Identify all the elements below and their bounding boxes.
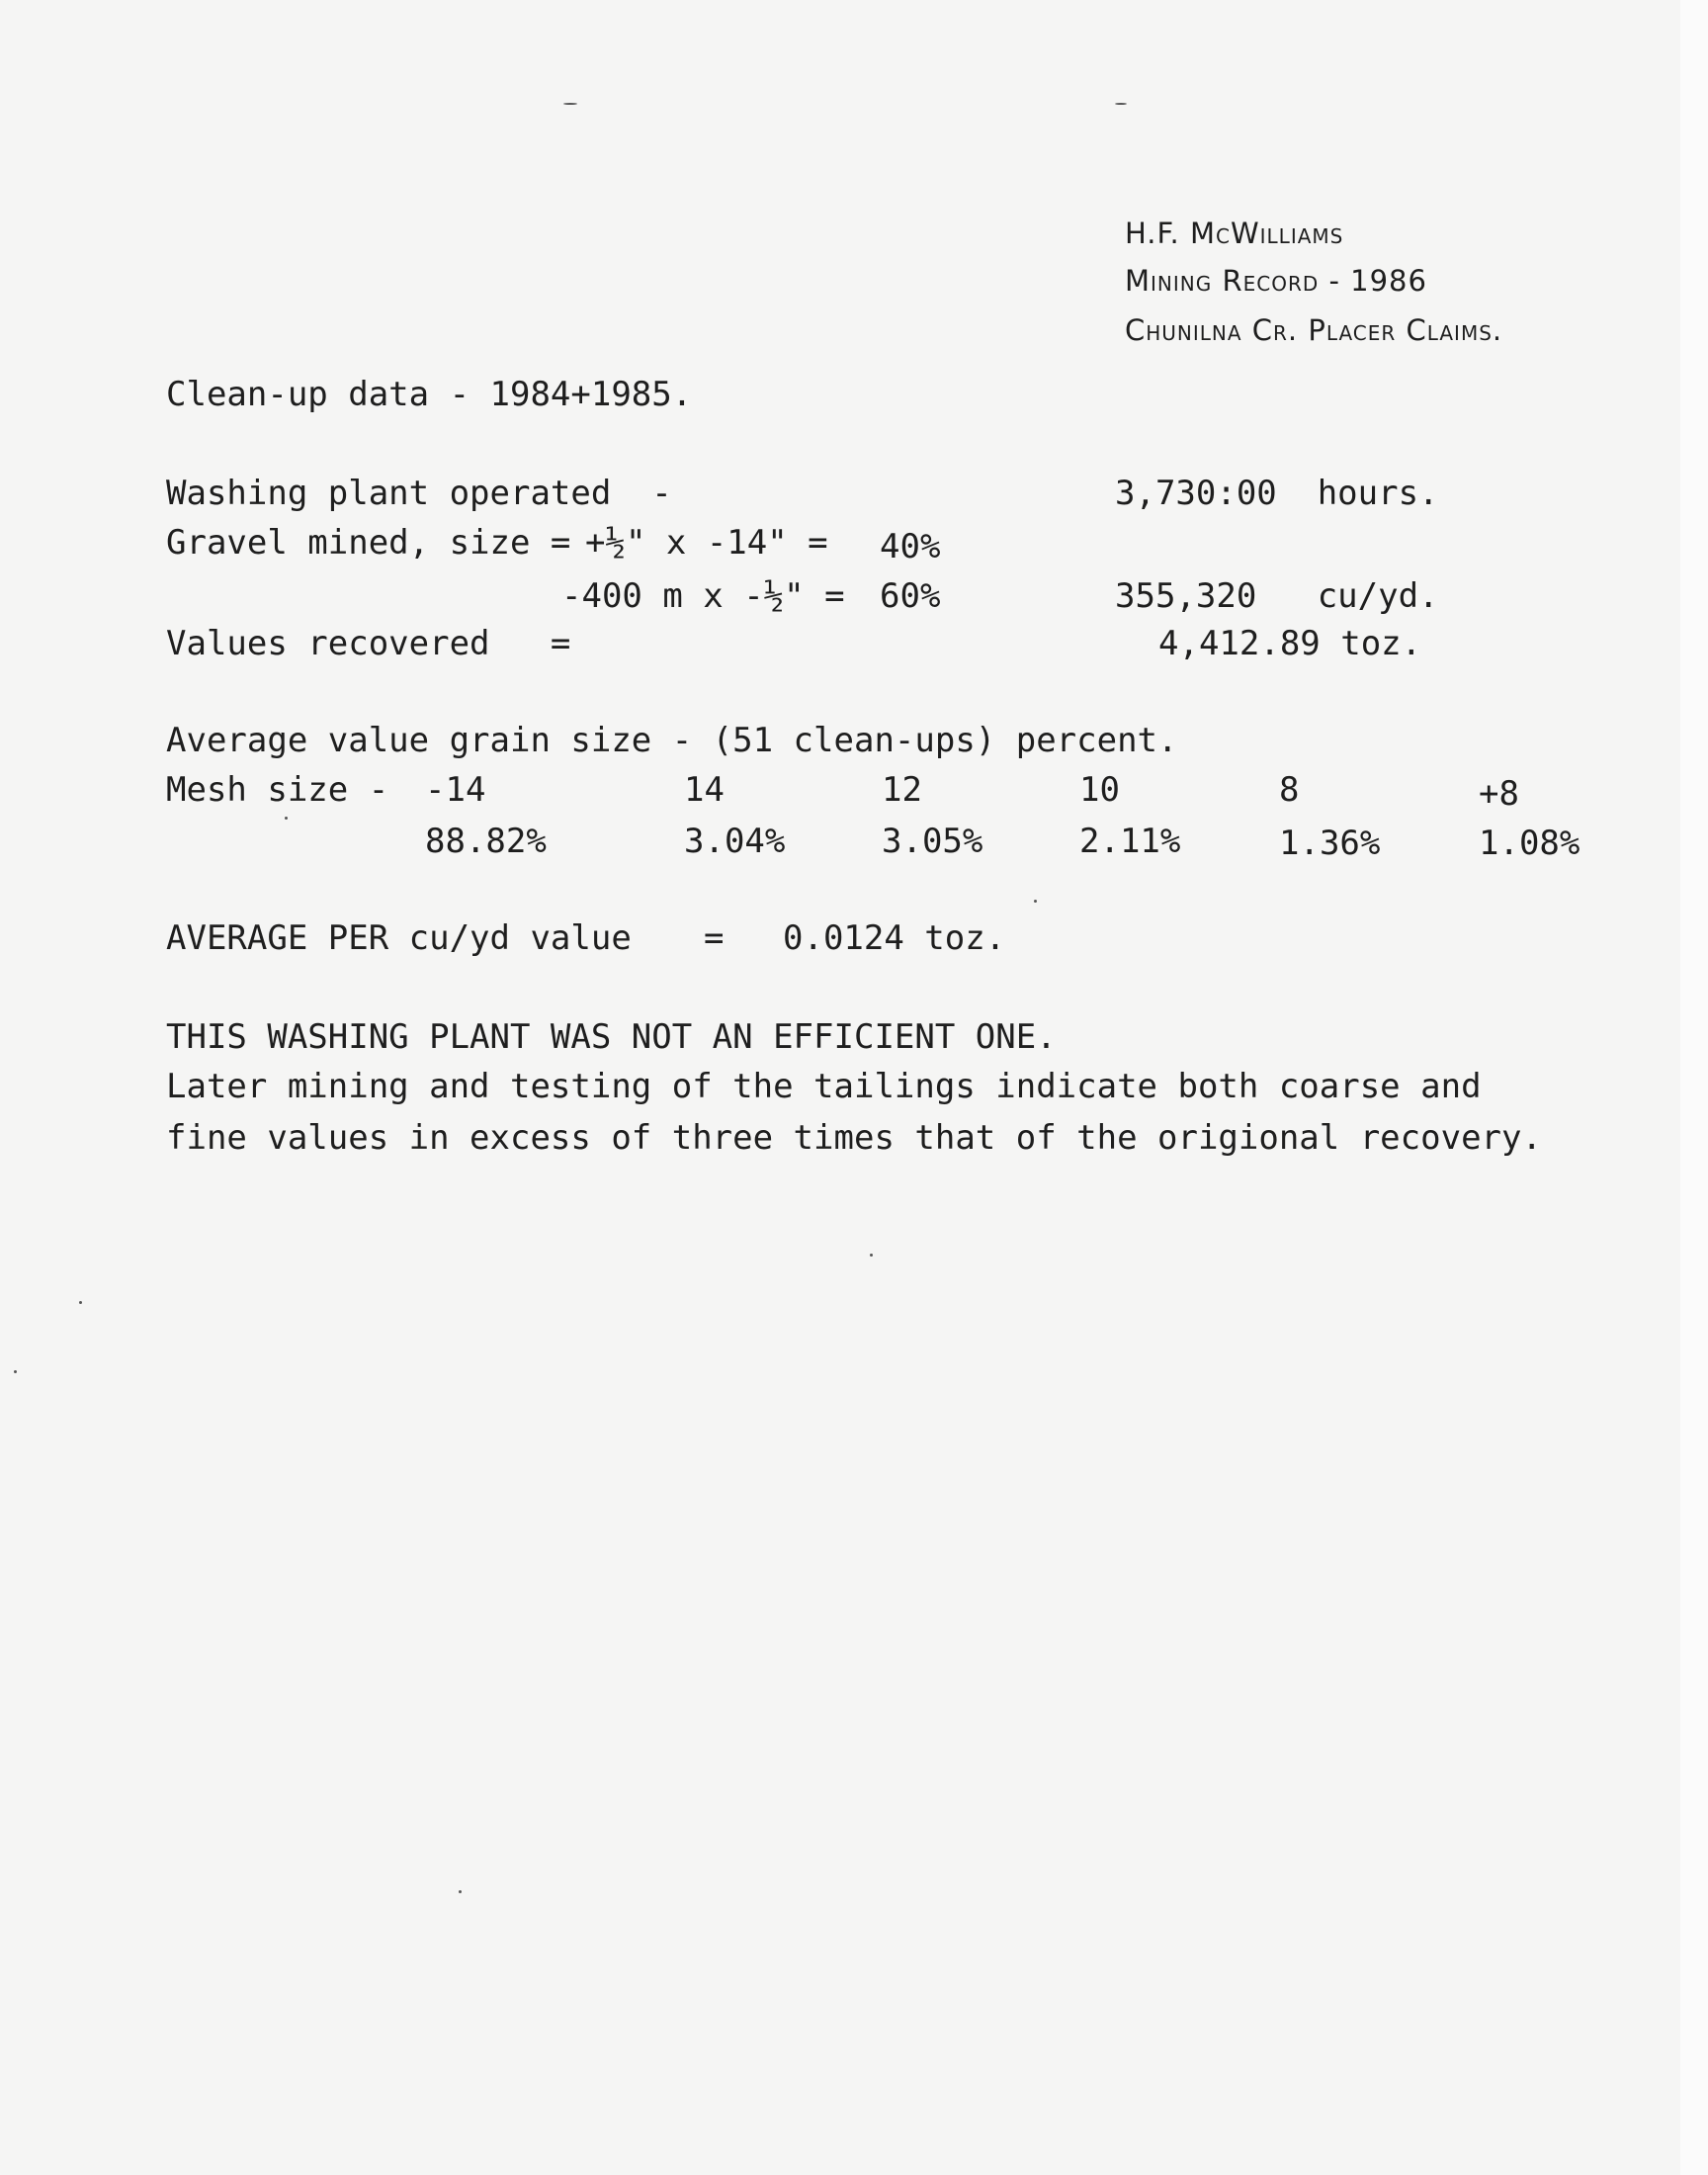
mesh-percent-value: 1.36% (1279, 824, 1381, 863)
mesh-percent-value: 88.82% (425, 822, 547, 861)
mesh-size-value: 10 (1079, 770, 1120, 810)
mesh-percent-value: 3.05% (882, 822, 983, 861)
mesh-size-value: 8 (1279, 770, 1300, 810)
scan-speck (1034, 900, 1037, 903)
header-author: H.F. McWilliams (1125, 217, 1344, 250)
conclusion-line: fine values in excess of three times that of the origional recovery. (166, 1118, 1542, 1158)
header-claims: Chunilna Cr. Placer Claims. (1125, 313, 1503, 347)
washing-plant-hours: 3,730:00 hours. (1115, 474, 1439, 513)
mesh-percent-value: 1.08% (1479, 824, 1580, 863)
washing-plant-label: Washing plant operated - (166, 474, 672, 513)
header-record: Mining Record - 1986 (1125, 264, 1427, 298)
gravel-label: Gravel mined, size = (166, 523, 571, 563)
scan-speck (459, 1890, 462, 1893)
scan-speck (870, 1254, 873, 1257)
gravel-pct-coarse: 40% (880, 527, 941, 566)
scan-speck (563, 103, 577, 105)
average-label: AVERAGE PER cu/yd value (166, 918, 632, 958)
average-value: 0.0124 toz. (783, 918, 1006, 958)
scan-speck (285, 817, 288, 820)
mesh-size-label: Mesh size - (166, 770, 389, 810)
values-recovered-label: Values recovered = (166, 624, 571, 663)
average-equals: = (704, 918, 725, 958)
mesh-size-value: 12 (882, 770, 922, 810)
scan-speck (14, 1370, 17, 1373)
mesh-size-value: +8 (1479, 774, 1519, 814)
cleanup-title: Clean-up data - 1984+1985. (166, 375, 693, 414)
gravel-size-fine: -400 m x -½" = (561, 576, 845, 616)
grain-size-title: Average value grain size - (51 clean-ups) percent. (166, 721, 1178, 760)
gravel-pct-fine: 60% (880, 576, 941, 616)
mesh-percent-value: 2.11% (1079, 822, 1181, 861)
mesh-size-value: -14 (425, 770, 486, 810)
mesh-percent-value: 3.04% (684, 822, 786, 861)
conclusion-line: Later mining and testing of the tailings indicate both coarse and (166, 1067, 1482, 1106)
scan-speck (1115, 103, 1127, 105)
mesh-size-value: 14 (684, 770, 725, 810)
scan-speck (79, 1301, 82, 1304)
gravel-volume: 355,320 cu/yd. (1115, 576, 1439, 616)
scan-edge (1680, 0, 1708, 2175)
conclusion-heading: THIS WASHING PLANT WAS NOT AN EFFICIENT ONE. (166, 1017, 1057, 1057)
values-recovered-amount: 4,412.89 toz. (1158, 624, 1422, 663)
gravel-size-coarse: +½" x -14" = (585, 523, 828, 563)
